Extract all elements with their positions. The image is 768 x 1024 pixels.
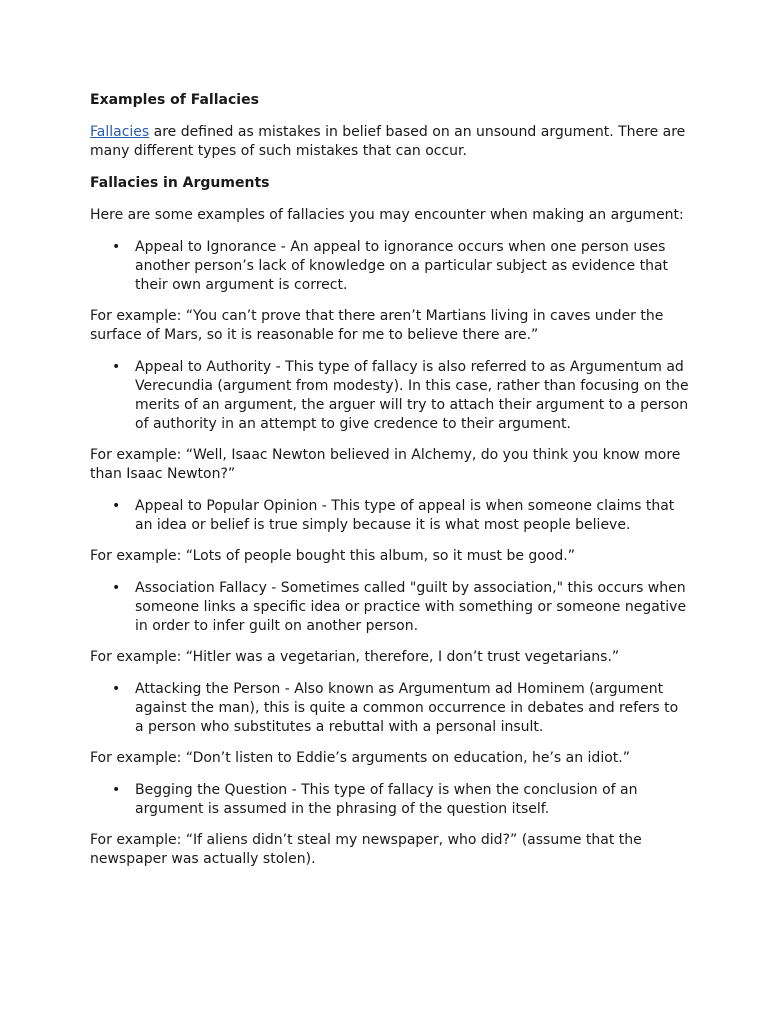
fallacy-list-2: [90, 358, 690, 434]
list-item: [90, 238, 690, 295]
fallacy-description: Association Fallacy - Sometimes called "guilt by association," this occurs when someone links a specific idea or practice with something or someone negative in order to infer guilt on another person.: [135, 580, 687, 634]
fallacy-list-5: [90, 680, 690, 737]
fallacies-link[interactable]: Fallacies: [90, 124, 150, 140]
list-item: [90, 680, 690, 737]
list-item: [90, 497, 690, 535]
fallacy-description: Attacking the Person - Also known as Argumentum ad Hominem (argument against the man), this is quite a common occurrence in debates and refers to a person who substitutes a rebuttal with a personal insult.: [135, 681, 679, 735]
bullet-icon: •: [112, 359, 121, 375]
bullet-icon: •: [112, 498, 121, 514]
bullet-icon: •: [112, 580, 121, 596]
page-title: Examples of Fallacies: [90, 92, 259, 108]
fallacy-description: Appeal to Popular Opinion - This type of appeal is when someone claims that an idea or belief is true simply because it is what most people believe.: [135, 498, 675, 533]
example-paragraph: For example: “Well, Isaac Newton believed in Alchemy, do you think you know more than Isaac Newton?”: [90, 447, 681, 482]
example-paragraph: For example: “Don’t listen to Eddie’s arguments on education, he’s an idiot.”: [90, 750, 630, 766]
intro-paragraph: [90, 123, 690, 161]
example-paragraph: For example: “You can’t prove that there aren’t Martians living in caves under the surface of Mars, so it is reasonable for me to believe there are.”: [90, 308, 664, 343]
fallacy-description: Appeal to Ignorance - An appeal to ignorance occurs when one person uses another person’s lack of knowledge on a particular subject as evidence that their own argument is correct.: [135, 239, 669, 293]
fallacy-list-6: [90, 781, 690, 819]
fallacy-list-1: [90, 238, 690, 295]
section-intro: Here are some examples of fallacies you may encounter when making an argument:: [90, 207, 684, 223]
list-item: [90, 579, 690, 636]
example-paragraph: For example: “If aliens didn’t steal my newspaper, who did?” (assume that the newspaper was actually stolen).: [90, 832, 642, 867]
intro-text: are defined as mistakes in belief based on an unsound argument. There are many different types of such mistakes that can occur.: [90, 124, 686, 159]
document-page: [90, 91, 690, 882]
fallacy-list-3: [90, 497, 690, 535]
list-item: [90, 358, 690, 434]
example-paragraph: For example: “Hitler was a vegetarian, therefore, I don’t trust vegetarians.”: [90, 649, 620, 665]
section-heading: Fallacies in Arguments: [90, 175, 270, 191]
list-item: [90, 781, 690, 819]
fallacy-description: Appeal to Authority - This type of fallacy is also referred to as Argumentum ad Verecundia (argument from modesty). In this case, rather than focusing on the merits of an argument, the arguer will try to attach their argument to a person of authority in an attempt to give credence to their argument.: [135, 359, 689, 432]
example-paragraph: For example: “Lots of people bought this album, so it must be good.”: [90, 548, 576, 564]
bullet-icon: •: [112, 239, 121, 255]
fallacy-list-4: [90, 579, 690, 636]
bullet-icon: •: [112, 681, 121, 697]
bullet-icon: •: [112, 782, 121, 798]
fallacy-description: Begging the Question - This type of fallacy is when the conclusion of an argument is assumed in the phrasing of the question itself.: [135, 782, 638, 817]
